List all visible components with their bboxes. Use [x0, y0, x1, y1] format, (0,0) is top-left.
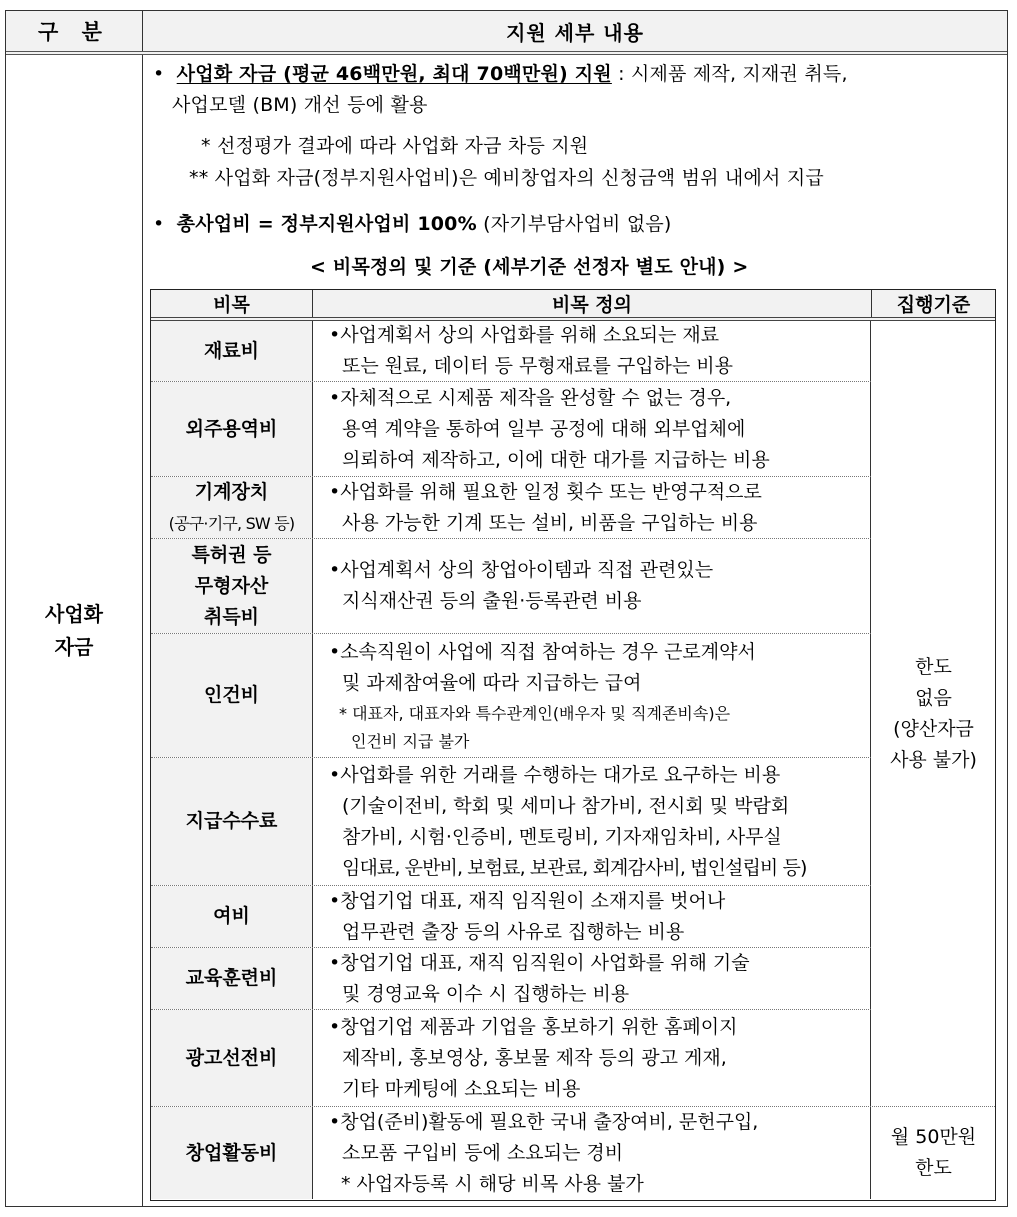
item-definition: [313, 539, 871, 633]
item-name-text: 광고선전비: [185, 1046, 278, 1069]
table-row-training: [151, 947, 871, 1009]
definition-line: •사업화를 위해 필요한 일정 횟수 또는 반영구적으로: [329, 480, 762, 503]
definition-line: 기타 마케팅에 소요되는 비용: [342, 1077, 581, 1100]
item-name-text: 지급수수료: [185, 810, 278, 832]
item-name: [151, 539, 313, 633]
funding-amount-text: 사업화 자금 (평균 46백만원, 최대 70백만원) 지원: [176, 63, 612, 85]
criteria-line: 한도: [915, 655, 952, 678]
item-name-text: 여비: [213, 905, 250, 927]
definition-line: •소속직원이 사업에 직접 참여하는 경우 근로계약서: [329, 640, 756, 663]
table-row-advertising: [151, 1009, 871, 1106]
header-criteria: 집행기준: [896, 294, 971, 316]
total-cost-text: 총사업비 = 정부지원사업비 100%: [176, 213, 477, 235]
header-details: 지원 세부 내용: [506, 20, 644, 45]
definition-line: •창업기업 대표, 재직 임직원이 소재지를 벗어나: [329, 889, 726, 912]
item-name: [151, 634, 313, 757]
bullet-icon: •: [153, 63, 165, 85]
definition-line: 및 경영교육 이수 시 집행하는 비용: [342, 982, 630, 1005]
total-cost-bullet: [153, 209, 672, 236]
item-definition: [313, 1010, 871, 1106]
definition-line: •사업계획서 상의 사업화를 위해 소요되는 재료: [329, 324, 720, 346]
expense-table-header: [151, 290, 995, 321]
header-definition: 비목 정의: [313, 290, 872, 317]
bullet-icon: •: [153, 213, 165, 235]
item-name-text: 취득비: [203, 605, 260, 628]
table-header-row: [6, 11, 1007, 55]
self-burden-text: (자기부담사업비 없음): [476, 213, 672, 235]
item-definition: [313, 382, 871, 476]
item-name-subtext: (공구·기구, SW 등): [168, 513, 295, 533]
category-label-line2: 자금: [54, 634, 94, 659]
table-row-fees: [151, 757, 871, 885]
item-name-text: 무형자산: [194, 574, 269, 597]
definition-line: 참가비, 시험·인증비, 멘토링비, 기자재임차비, 사무실: [342, 825, 782, 848]
item-definition: [313, 1107, 871, 1199]
definition-note: * 사업자등록 시 해당 비목 사용 불가: [341, 1172, 644, 1195]
criteria-line: 월 50만원: [890, 1125, 977, 1148]
definition-line: •자체적으로 시제품 제작을 완성할 수 없는 경우,: [329, 386, 732, 409]
funding-usage-line2: 사업모델 (BM) 개선 등에 활용: [172, 94, 428, 116]
item-name-text: 기계장치: [194, 480, 269, 503]
definition-line: 제작비, 홍보영상, 홍보물 제작 등의 광고 게재,: [342, 1046, 727, 1069]
definition-line: 임대료, 운반비, 보험료, 보관료, 회계감사비, 법인설립비 등): [342, 856, 807, 879]
expense-items-table: [150, 289, 996, 1201]
item-name: [151, 382, 313, 476]
criteria-monthly-limit: [872, 1106, 995, 1199]
item-definition: [313, 634, 871, 757]
item-name-text: 인건비: [203, 684, 260, 706]
category-label-line1: 사업화: [45, 601, 103, 626]
definition-line: 지식재산권 등의 출원·등록관련 비용: [342, 590, 642, 612]
criteria-line: 한도: [915, 1156, 952, 1179]
definition-line: •사업계획서 상의 창업아이템과 직접 관련있는: [329, 559, 714, 581]
item-definition: [313, 758, 871, 885]
table-row-machinery: [151, 476, 871, 538]
definition-line: 의뢰하여 제작하고, 이에 대한 대가를 지급하는 비용: [342, 448, 770, 471]
item-definition: [313, 477, 871, 538]
note-application-amount: ** 사업화 자금(정부지원사업비)은 예비창업자의 신청금액 범위 내에서 지급: [189, 167, 824, 189]
item-definition: [313, 886, 871, 947]
item-name-text: 교육훈련비: [185, 967, 278, 989]
item-definition: [313, 948, 871, 1009]
criteria-line: 사용 불가): [890, 748, 977, 771]
item-name-text: 외주용역비: [185, 417, 278, 440]
definition-line: (기술이전비, 학회 및 세미나 참가비, 전시회 및 박람회: [342, 794, 790, 817]
header-category: 구 분: [6, 11, 143, 51]
item-name: [151, 758, 313, 885]
item-name: [151, 1107, 313, 1199]
criteria-line: 없음: [915, 686, 952, 709]
definition-line: 용역 계약을 통하여 일부 공정에 대해 외부업체에: [342, 417, 746, 440]
table-row-personnel: [151, 633, 871, 757]
definition-line: 사용 가능한 기계 또는 설비, 비품을 구입하는 비용: [342, 511, 758, 534]
criteria-line: (양산자금: [893, 717, 974, 740]
item-name-text: 특허권 등: [191, 543, 272, 566]
definition-line: •사업화를 위한 거래를 수행하는 대가로 요구하는 비용: [329, 763, 781, 786]
table-row-outsourcing: [151, 381, 871, 476]
item-name-text: 재료비: [203, 339, 260, 362]
funding-bullet: [153, 59, 848, 86]
item-name-text: 창업활동비: [185, 1141, 278, 1164]
funding-usage-text: : 시제품 제작, 지재권 취득,: [611, 63, 848, 85]
definition-line: 또는 원료, 데이터 등 무형재료를 구입하는 비용: [342, 355, 734, 377]
definition-line: 소모품 구입비 등에 소요되는 경비: [342, 1141, 624, 1164]
criteria-no-limit: [872, 321, 995, 1106]
item-name: [151, 948, 313, 1009]
category-cell: [6, 55, 143, 1206]
table-row-materials: [151, 321, 871, 381]
definition-line: 업무관련 출장 등의 사유로 집행하는 비용: [342, 920, 685, 943]
table-row-travel: [151, 885, 871, 947]
definition-line: 및 과제참여율에 따라 지급하는 급여: [342, 671, 642, 694]
table-row-startup-activity: [151, 1106, 871, 1199]
expense-table-subtitle: < 비목정의 및 기준 (세부기준 선정자 별도 안내) >: [310, 256, 749, 278]
definition-line: •창업(준비)활동에 필요한 국내 출장여비, 문헌구입,: [329, 1110, 759, 1133]
note-differential: * 선정평가 결과에 따라 사업화 자금 차등 지원: [201, 135, 589, 157]
item-name: [151, 477, 313, 538]
definition-line: •창업기업 대표, 재직 임직원이 사업화를 위해 기술: [329, 951, 750, 974]
definition-note: * 대표자, 대표자와 특수관계인(배우자 및 직계존비속)은: [339, 703, 731, 723]
definition-line: •창업기업 제품과 기업을 홍보하기 위한 홈페이지: [329, 1015, 738, 1038]
definition-note: 인건비 지급 불가: [351, 731, 470, 751]
item-name: [151, 1010, 313, 1106]
header-item: 비목: [151, 290, 313, 317]
item-name: [151, 321, 313, 381]
table-row-intangible-assets: [151, 538, 871, 633]
item-name: [151, 886, 313, 947]
item-definition: [313, 321, 871, 381]
